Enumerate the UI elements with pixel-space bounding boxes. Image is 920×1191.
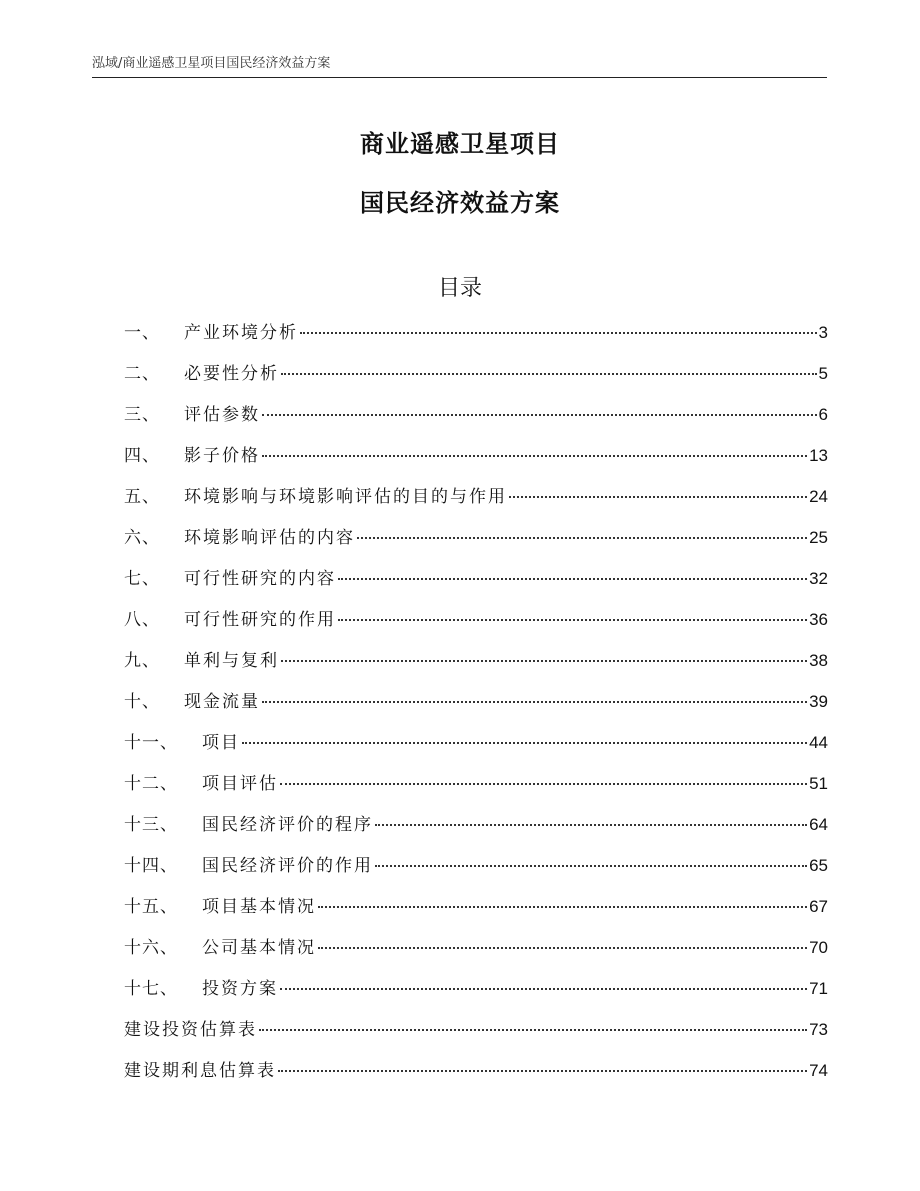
toc-dot-leader <box>357 537 807 539</box>
toc-entry-number: 一、 <box>124 323 160 343</box>
toc-entry-label: 评估参数 <box>184 405 260 425</box>
toc-entry-label: 建设投资估算表 <box>124 1020 257 1040</box>
toc-entry-page-number: 65 <box>809 856 828 875</box>
toc-entry[interactable] <box>124 441 828 482</box>
toc-entry-label: 环境影响与环境影响评估的目的与作用 <box>184 487 507 507</box>
toc-entry-page-number: 73 <box>809 1020 828 1039</box>
toc-entry[interactable] <box>124 646 828 687</box>
toc-entry-number: 十、 <box>124 692 160 712</box>
toc-dot-leader <box>375 865 807 867</box>
toc-entry[interactable] <box>124 892 828 933</box>
toc-entry-number: 二、 <box>124 364 160 384</box>
toc-entry-label: 必要性分析 <box>184 364 279 384</box>
toc-entry-page-number: 5 <box>818 364 828 383</box>
toc-dot-leader <box>278 1070 807 1072</box>
toc-dot-leader <box>338 578 807 580</box>
toc-entry-number: 十四、 <box>124 856 178 876</box>
toc-entry-label: 现金流量 <box>184 692 260 712</box>
toc-entry-page-number: 74 <box>809 1061 828 1080</box>
toc-entry-number: 七、 <box>124 569 160 589</box>
document-title-line-2: 国民经济效益方案 <box>360 189 560 217</box>
toc-dot-leader <box>318 906 807 908</box>
toc-entry[interactable] <box>124 564 828 605</box>
toc-entry[interactable] <box>124 523 828 564</box>
toc-entry-label: 国民经济评价的作用 <box>202 856 373 876</box>
toc-entry[interactable] <box>124 769 828 810</box>
table-of-contents <box>124 318 828 1097</box>
toc-entry-number: 十二、 <box>124 774 178 794</box>
toc-entry-label: 影子价格 <box>184 446 260 466</box>
toc-entry-page-number: 13 <box>809 446 828 465</box>
toc-dot-leader <box>281 373 817 375</box>
toc-dot-leader <box>300 332 817 334</box>
toc-dot-leader <box>280 783 807 785</box>
toc-entry-label: 建设期利息估算表 <box>124 1061 276 1081</box>
toc-entry-number: 四、 <box>124 446 160 466</box>
toc-entry[interactable] <box>124 1015 828 1056</box>
toc-dot-leader <box>281 660 807 662</box>
toc-entry[interactable] <box>124 974 828 1015</box>
toc-entry[interactable] <box>124 687 828 728</box>
toc-entry-page-number: 24 <box>809 487 828 506</box>
toc-entry[interactable] <box>124 728 828 769</box>
toc-entry-page-number: 71 <box>809 979 828 998</box>
toc-dot-leader <box>262 414 817 416</box>
toc-entry-number: 十六、 <box>124 938 178 958</box>
toc-entry-label: 投资方案 <box>202 979 278 999</box>
toc-dot-leader <box>338 619 807 621</box>
toc-entry-page-number: 6 <box>818 405 828 424</box>
toc-heading: 目录 <box>437 276 482 301</box>
toc-entry[interactable] <box>124 400 828 441</box>
toc-entry-page-number: 3 <box>818 323 828 342</box>
toc-dot-leader <box>242 742 807 744</box>
toc-entry-number: 十五、 <box>124 897 178 917</box>
toc-entry-number: 十三、 <box>124 815 178 835</box>
running-header: 泓域/商业遥感卫星项目国民经济效益方案 <box>92 52 827 78</box>
toc-entry-number: 十七、 <box>124 979 178 999</box>
toc-entry-page-number: 64 <box>809 815 828 834</box>
toc-dot-leader <box>259 1029 807 1031</box>
toc-entry-number: 九、 <box>124 651 160 671</box>
toc-entry[interactable] <box>124 1056 828 1097</box>
toc-entry-label: 项目基本情况 <box>202 897 316 917</box>
toc-entry-number: 十一、 <box>124 733 178 753</box>
toc-entry-page-number: 25 <box>809 528 828 547</box>
toc-entry-page-number: 32 <box>809 569 828 588</box>
toc-entry-number: 三、 <box>124 405 160 425</box>
toc-dot-leader <box>262 455 807 457</box>
toc-entry[interactable] <box>124 318 828 359</box>
toc-entry-number: 五、 <box>124 487 160 507</box>
toc-entry-page-number: 38 <box>809 651 828 670</box>
toc-entry-label: 单利与复利 <box>184 651 279 671</box>
toc-entry-page-number: 39 <box>809 692 828 711</box>
toc-entry-number: 六、 <box>124 528 160 548</box>
toc-entry[interactable] <box>124 933 828 974</box>
toc-entry-number: 八、 <box>124 610 160 630</box>
toc-entry[interactable] <box>124 482 828 523</box>
toc-dot-leader <box>375 824 807 826</box>
toc-entry-page-number: 36 <box>809 610 828 629</box>
toc-entry-page-number: 51 <box>809 774 828 793</box>
document-title-line-1: 商业遥感卫星项目 <box>360 130 560 158</box>
toc-entry-label: 产业环境分析 <box>184 323 298 343</box>
toc-dot-leader <box>318 947 807 949</box>
toc-entry-label: 可行性研究的内容 <box>184 569 336 589</box>
toc-entry-label: 项目 <box>202 733 240 753</box>
toc-entry-label: 项目评估 <box>202 774 278 794</box>
toc-entry-label: 公司基本情况 <box>202 938 316 958</box>
toc-dot-leader <box>509 496 807 498</box>
toc-entry[interactable] <box>124 810 828 851</box>
toc-dot-leader <box>262 701 807 703</box>
toc-entry-page-number: 70 <box>809 938 828 957</box>
toc-entry[interactable] <box>124 359 828 400</box>
toc-entry-label: 国民经济评价的程序 <box>202 815 373 835</box>
toc-entry[interactable] <box>124 605 828 646</box>
toc-entry[interactable] <box>124 851 828 892</box>
toc-entry-page-number: 44 <box>809 733 828 752</box>
toc-entry-label: 可行性研究的作用 <box>184 610 336 630</box>
toc-dot-leader <box>280 988 807 990</box>
toc-entry-page-number: 67 <box>809 897 828 916</box>
toc-entry-label: 环境影响评估的内容 <box>184 528 355 548</box>
